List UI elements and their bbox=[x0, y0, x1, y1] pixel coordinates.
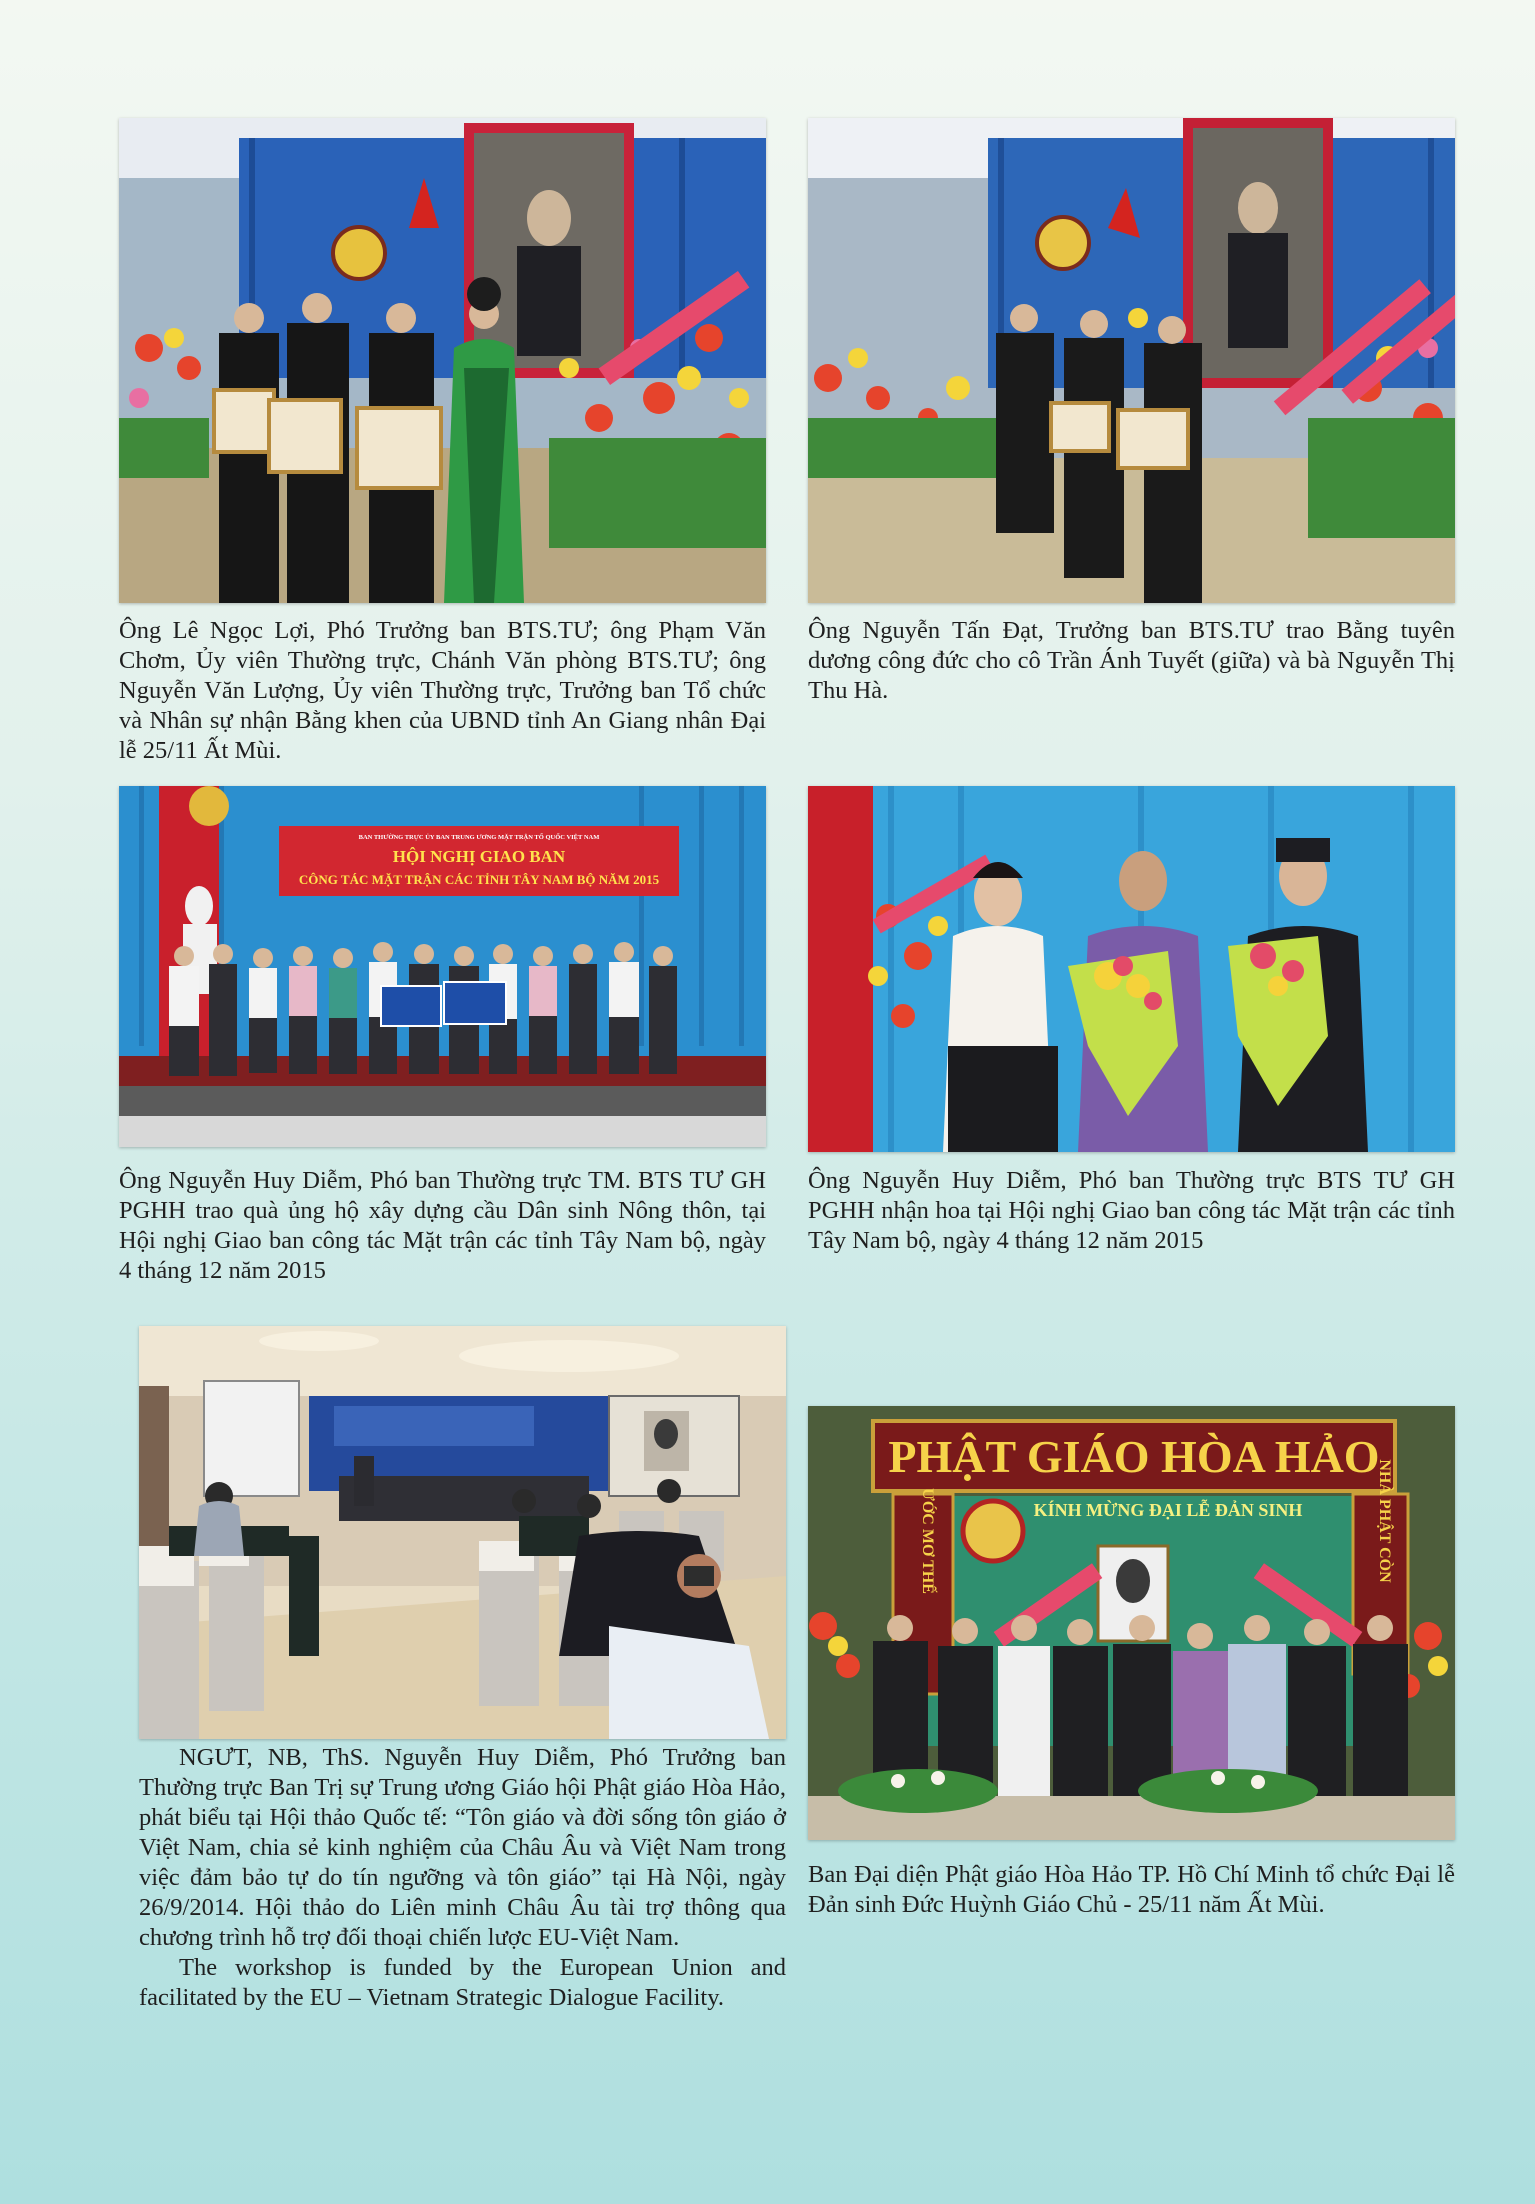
photo-hoa-hao-celebration bbox=[808, 1406, 1455, 1840]
photo-international-workshop bbox=[139, 1326, 786, 1739]
photo-conference-group bbox=[119, 786, 766, 1147]
banner-line-1: BAN THƯỜNG TRỰC ỦY BAN TRUNG ƯƠNG MẶT TRẬN TỔ QUỐC VIỆT NAM bbox=[358, 834, 600, 841]
photo-award-ceremony-1 bbox=[119, 118, 766, 603]
sign-subtitle: KÍNH MỪNG ĐẠI LỄ ĐẢN SINH bbox=[1033, 1500, 1303, 1520]
photo-6-caption: Ban Đại diện Phật giáo Hòa Hảo TP. Hồ Chí Minh tổ chức Đại lễ Đản sinh Đức Huỳnh Giáo Chủ - 25/11 năm Ất Mùi. bbox=[808, 1861, 1455, 1918]
photo-3-caption: Ông Nguyễn Huy Diễm, Phó ban Thường trực TM. BTS TƯ GH PGHH trao quà ủng hộ xây dựng cầu Dân sinh Nông thôn, tại Hội nghị Giao ban công tác Mặt trận các tỉnh Tây Nam bộ, ngày 4 tháng 12 năm 2015 bbox=[119, 1167, 766, 1284]
banner-line-3: CÔNG TÁC MẶT TRẬN CÁC TỈNH TÂY NAM BỘ NĂM 2015 bbox=[298, 872, 660, 887]
left-pillar-text: ƯỚC MƠ THẾ bbox=[919, 1488, 936, 1594]
photo-5-caption-en: The workshop is funded by the European Union and facilitated by the EU – Vietnam Strategic Dialogue Facility. bbox=[139, 1954, 786, 2011]
photo-2-caption: Ông Nguyễn Tấn Đạt, Trưởng ban BTS.TƯ trao Bằng tuyên dương công đức cho cô Trần Ánh Tuyết (giữa) và bà Nguyễn Thị Thu Hà. bbox=[808, 617, 1455, 704]
photo-5-caption bbox=[139, 1743, 786, 2013]
photo-receiving-flowers bbox=[808, 786, 1455, 1152]
photo-1-caption: Ông Lê Ngọc Lợi, Phó Trưởng ban BTS.TƯ; ông Phạm Văn Chơm, Ủy viên Thường trực, Chánh Văn phòng BTS.TƯ; ông Nguyễn Văn Lượng, Ủy viên Thường trực, Trưởng ban Tổ chức và Nhân sự nhận Bằng khen của UBND tỉnh An Giang nhân Đại lễ 25/11 Ất Mùi. bbox=[119, 617, 766, 764]
right-pillar-text: NHÀ PHẬT CÒN bbox=[1376, 1459, 1393, 1583]
banner-line-2: HỘI NGHỊ GIAO BAN bbox=[392, 847, 566, 866]
sign-title: PHẬT GIÁO HÒA HẢO bbox=[888, 1431, 1380, 1482]
photo-4-caption: Ông Nguyễn Huy Diễm, Phó ban Thường trực BTS TƯ GH PGHH nhận hoa tại Hội nghị Giao ban công tác Mặt trận các tỉnh Tây Nam bộ, ngày 4 tháng 12 năm 2015 bbox=[808, 1167, 1455, 1254]
photo-award-ceremony-2 bbox=[808, 118, 1455, 603]
photo-5-caption-vi: NGƯT, NB, ThS. Nguyễn Huy Diễm, Phó Trưởng ban Thường trực Ban Trị sự Trung ương Giáo hội Phật giáo Hòa Hảo, phát biểu tại Hội thảo Quốc tế: “Tôn giáo và đời sống tôn giáo ở Việt Nam, chia sẻ kinh nghiệm của Châu Âu và Việt Nam trong việc đảm bảo tự do tín ngưỡng và tôn giáo” tại Hà Nội, ngày 26/9/2014. Hội thảo do Liên minh Châu Âu tài trợ thông qua chương trình hỗ trợ đối thoại chiến lược EU-Việt Nam. bbox=[139, 1744, 786, 1951]
